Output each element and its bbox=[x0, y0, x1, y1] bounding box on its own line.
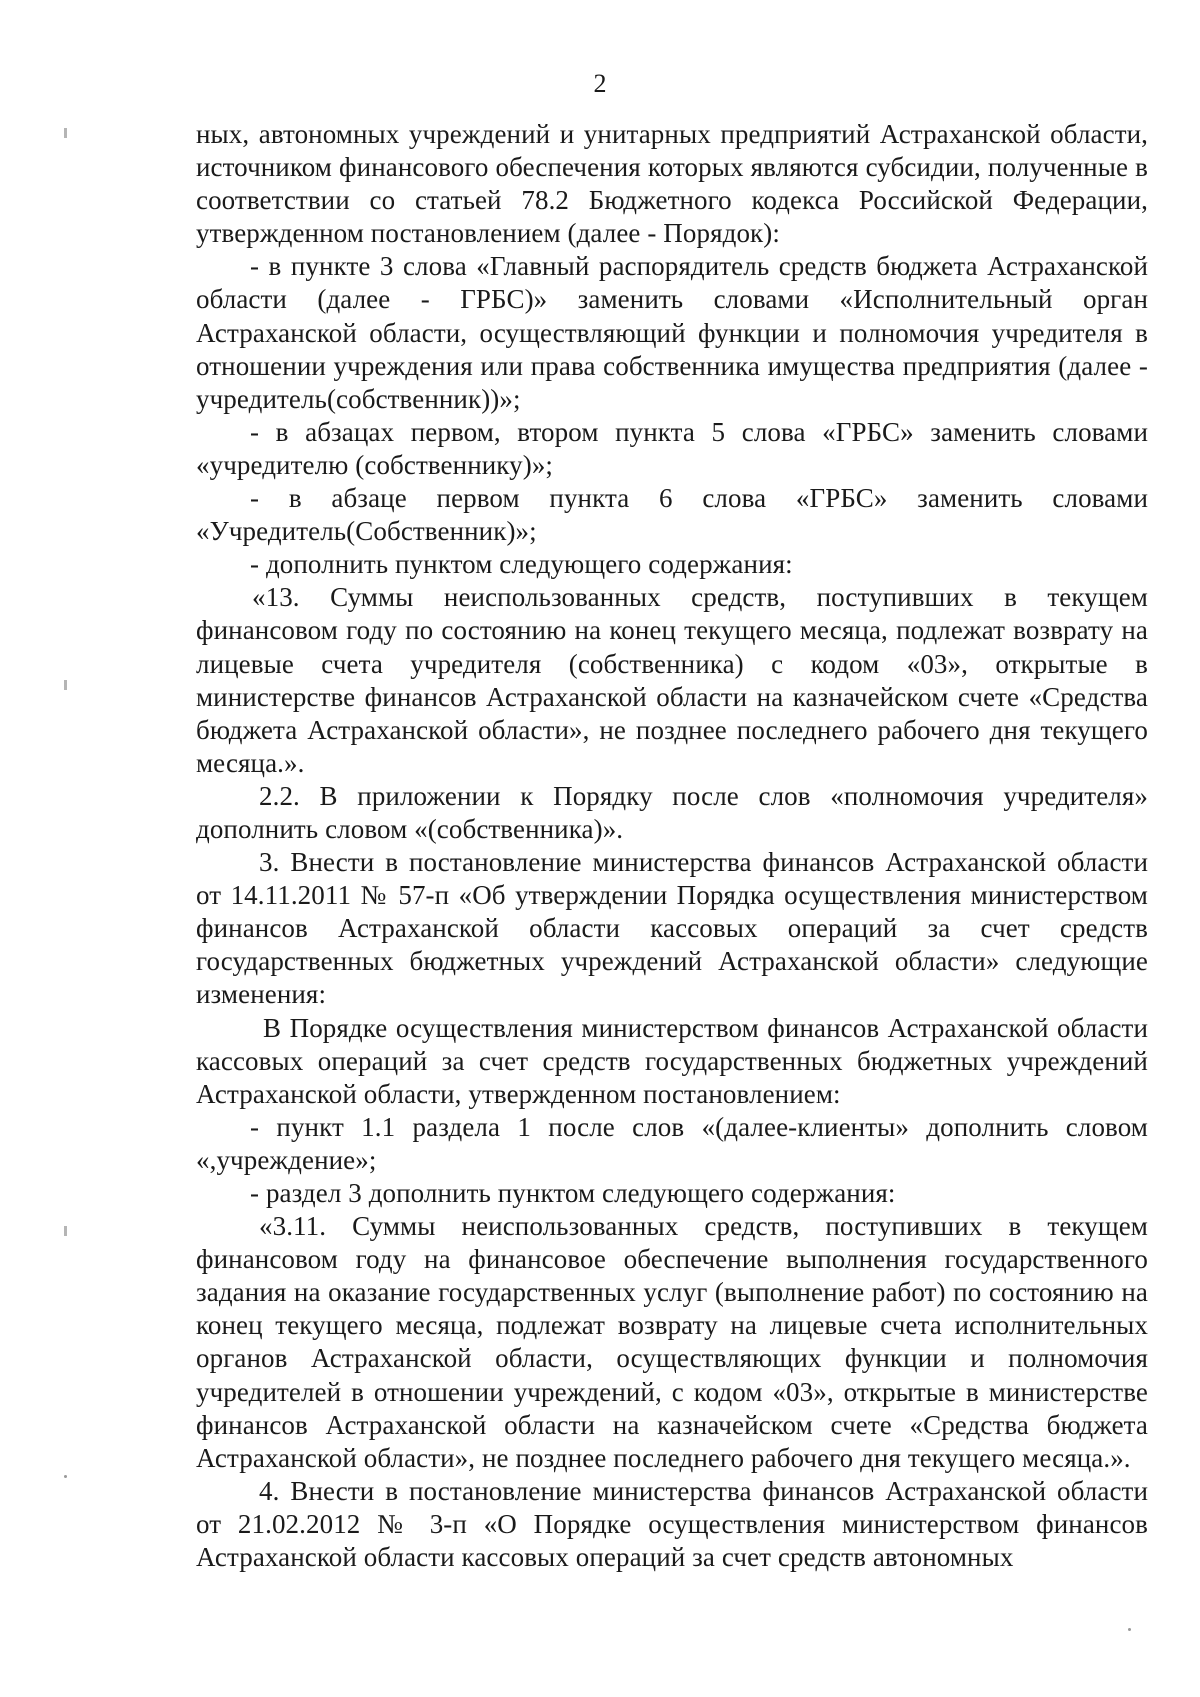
scan-speck bbox=[64, 1475, 67, 1478]
scan-mark bbox=[64, 680, 67, 690]
paragraph-section-3: 3. Внести в постановление министерства финансов Астраханской области от 14.11.2011 № 57-п «Об утверждении Порядка осуществления министерством финансов Астраханской области кассовых операций за счет средств государственных бюджетных учреждений Астраханской области» следующие изменения: bbox=[196, 847, 1148, 1010]
paragraph-amendment-item-5: - в абзацах первом, втором пункта 5 слова «ГРБС» заменить словами «учредителю (собственнику)»; bbox=[196, 416, 1148, 480]
paragraph-add-clause: - дополнить пунктом следующего содержания: bbox=[250, 549, 793, 580]
scan-speck bbox=[1128, 1628, 1131, 1631]
paragraph-amendment-item-6: - в абзаце первом пункта 6 слова «ГРБС» заменить словами «Учредитель(Собственник)»; bbox=[196, 483, 1148, 547]
paragraph-section-4: 4. Внести в постановление министерства финансов Астраханской области от 21.02.2012 № 3-п «О Порядке осуществления министерством финансов Астраханской области кассовых операций за счет средств автономных bbox=[196, 1475, 1148, 1573]
paragraph-continuation: ных, автономных учреждений и унитарных предприятий Астраханской области, источником финансового обеспечения которых являются субсидии, полученные в соответствии со статьей 78.2 Бюджетного кодекса Российской Федерации, утвержденном постановлением (далее - Порядок): bbox=[196, 119, 1148, 249]
paragraph-procedure-intro: В Порядке осуществления министерством финансов Астраханской области кассовых операций за счет средств государственных бюджетных учреждений Астраханской области, утвержденном постановлением: bbox=[196, 1012, 1148, 1109]
scan-mark bbox=[64, 1226, 67, 1236]
page-number: 2 bbox=[593, 69, 607, 98]
paragraph-add-section-3: - раздел 3 дополнить пунктом следующего содержания: bbox=[250, 1178, 896, 1208]
document-body bbox=[196, 118, 1148, 1574]
paragraph-clause-13: «13. Суммы неиспользованных средств, поступивших в текущем финансовом году по состоянию на конец текущего месяца, подлежат возврату на лицевые счета учредителя (собственника) с кодом «03», открытые в министерстве финансов Астраханской области на казначейском счете «Средства бюджета Астраханской области», не позднее последнего рабочего дня текущего месяца.». bbox=[196, 582, 1148, 778]
paragraph-amendment-1-1: - пункт 1.1 раздела 1 после слов «(далее-клиенты» дополнить словом «,учреждение»; bbox=[196, 1111, 1148, 1175]
paragraph-section-2-2: 2.2. В приложении к Порядку после слов «полномочия учредителя» дополнить словом «(собственника)». bbox=[196, 780, 1148, 844]
paragraph-clause-3-11: «3.11. Суммы неиспользованных средств, поступивших в текущем финансовом году на финансовое обеспечение выполнения государственного задания на оказание государственных услуг (выполнение работ) по состоянию на конец текущего месяца, подлежат возврату на лицевые счета исполнительных органов Астраханской области, осуществляющих функции и полномочия учредителей в отношении учреждений, с кодом «03», открытые в министерстве финансов Астраханской области на казначейском счете «Средства бюджета Астраханской области», не позднее последнего рабочего дня текущего месяца.». bbox=[196, 1211, 1148, 1473]
scan-mark bbox=[64, 128, 67, 138]
paragraph-amendment-item-3: - в пункте 3 слова «Главный распорядитель средств бюджета Астраханской области (далее - ГРБС)» заменить словами «Исполнительный орган Астраханской области, осуществляющий функции и полномочия учредителя в отношении учреждения или права собственника имущества предприятия (далее - учредитель(собственник))»; bbox=[196, 251, 1148, 414]
